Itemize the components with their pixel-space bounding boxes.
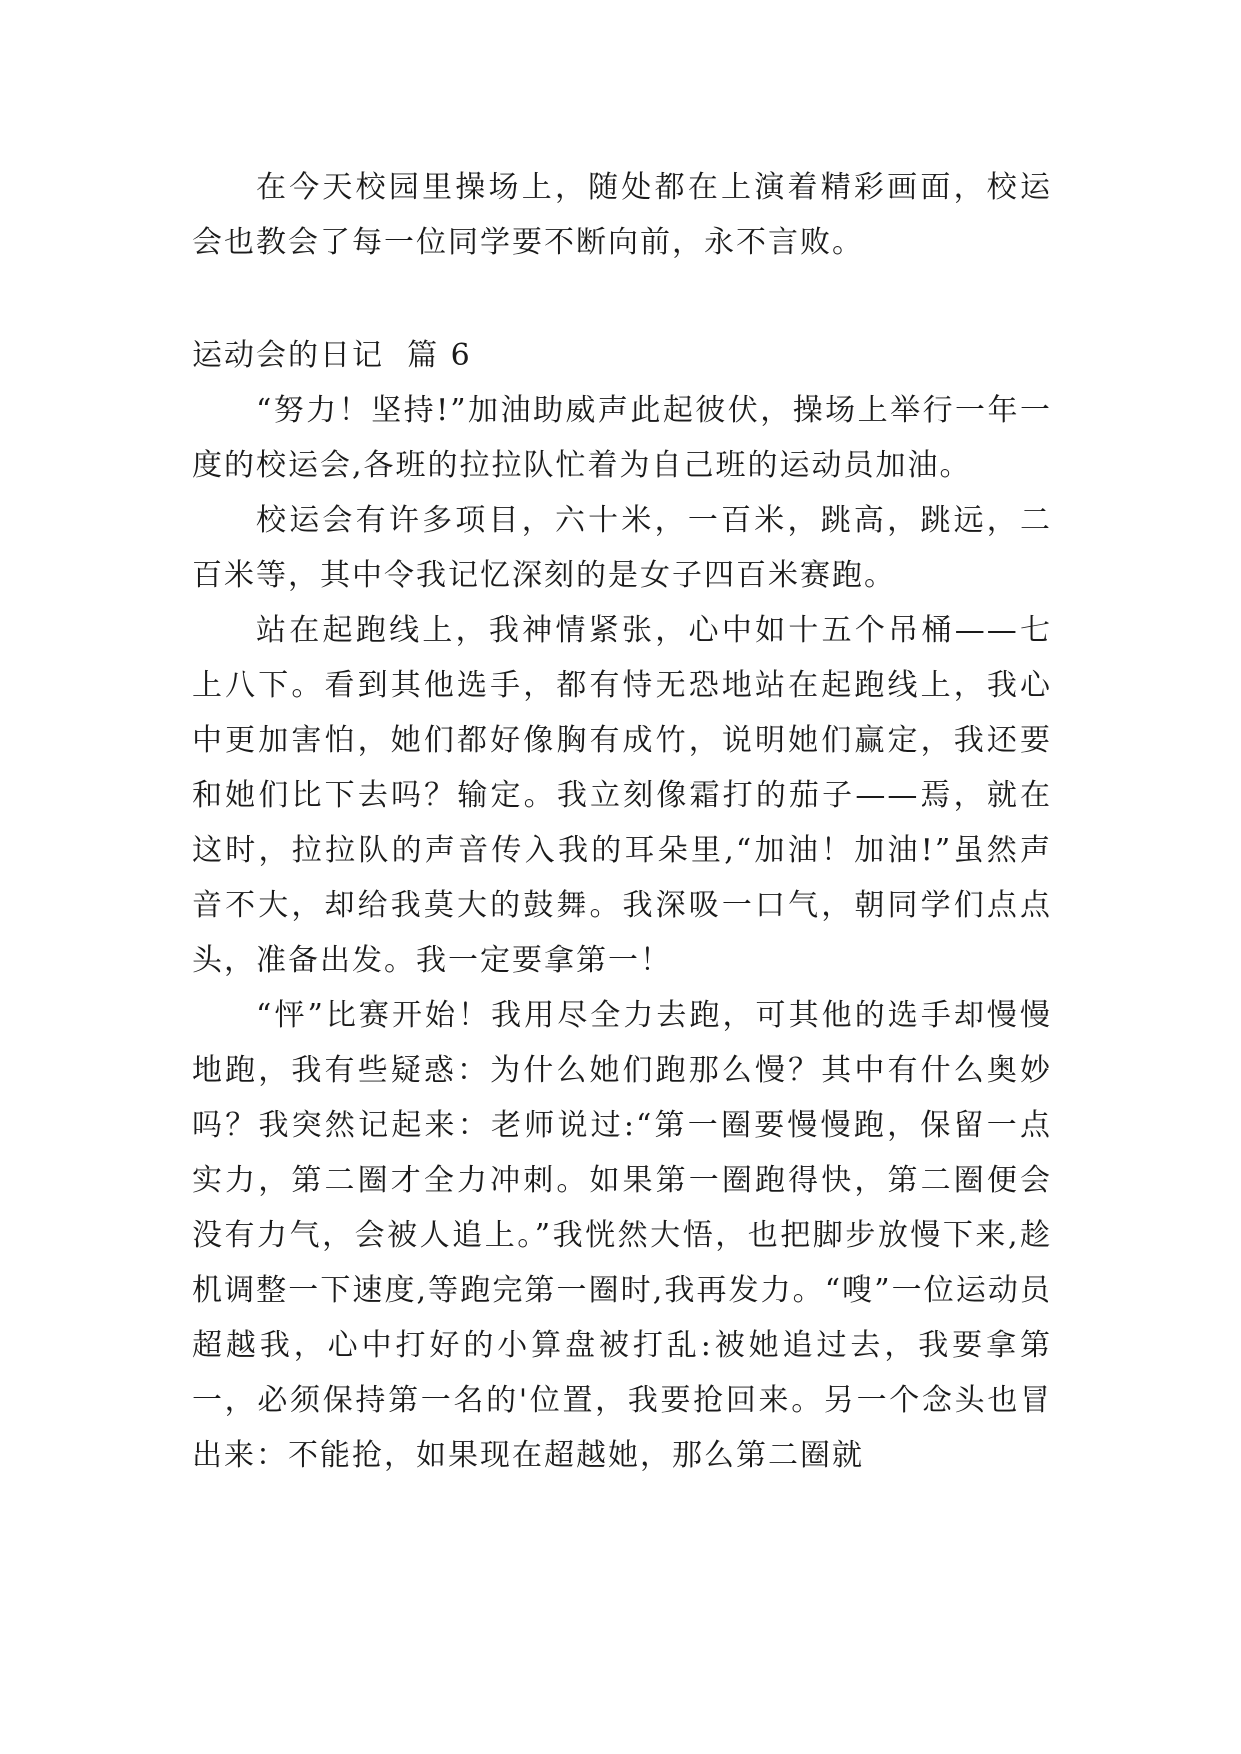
body-paragraph-1: “努力！坚持!”加油助威声此起彼伏，操场上举行一年一度的校运会,各班的拉拉队忙着为自己班的运动员加油。 bbox=[192, 393, 1052, 483]
section-heading: 运动会的日记 篇 6 bbox=[192, 338, 472, 373]
document-body bbox=[192, 160, 1052, 1483]
body-paragraph-4: “怦”比赛开始！我用尽全力去跑，可其他的选手却慢慢地跑，我有些疑惑：为什么她们跑那么慢？其中有什么奥妙吗？我突然记起来：老师说过:“第一圈要慢慢跑，保留一点实力，第二圈才全力冲刺。如果第一圈跑得快，第二圈便会没有力气，会被人追上。”我恍然大悟，也把脚步放慢下来,趁机调整一下速度,等跑完第一圈时,我再发力。“嗖”一位运动员超越我，心中打好的小算盘被打乱:被她追过去，我要拿第一，必须保持第一名的'位置，我要抢回来。另一个念头也冒出来：不能抢，如果现在超越她，那么第二圈就 bbox=[192, 998, 1052, 1473]
body-paragraph-2: 校运会有许多项目，六十米，一百米，跳高，跳远，二百米等，其中令我记忆深刻的是女子四百米赛跑。 bbox=[192, 503, 1052, 593]
body-paragraph-3: 站在起跑线上，我神情紧张，心中如十五个吊桶——七上八下。看到其他选手，都有恃无恐地站在起跑线上，我心中更加害怕，她们都好像胸有成竹，说明她们赢定，我还要和她们比下去吗？输定。我立刻像霜打的茄子——焉，就在这时，拉拉队的声音传入我的耳朵里,“加油！加油!”虽然声音不大，却给我莫大的鼓舞。我深吸一口气，朝同学们点点头，准备出发。我一定要拿第一！ bbox=[192, 613, 1052, 978]
intro-paragraph: 在今天校园里操场上，随处都在上演着精彩画面，校运会也教会了每一位同学要不断向前，永不言败。 bbox=[192, 170, 1052, 260]
